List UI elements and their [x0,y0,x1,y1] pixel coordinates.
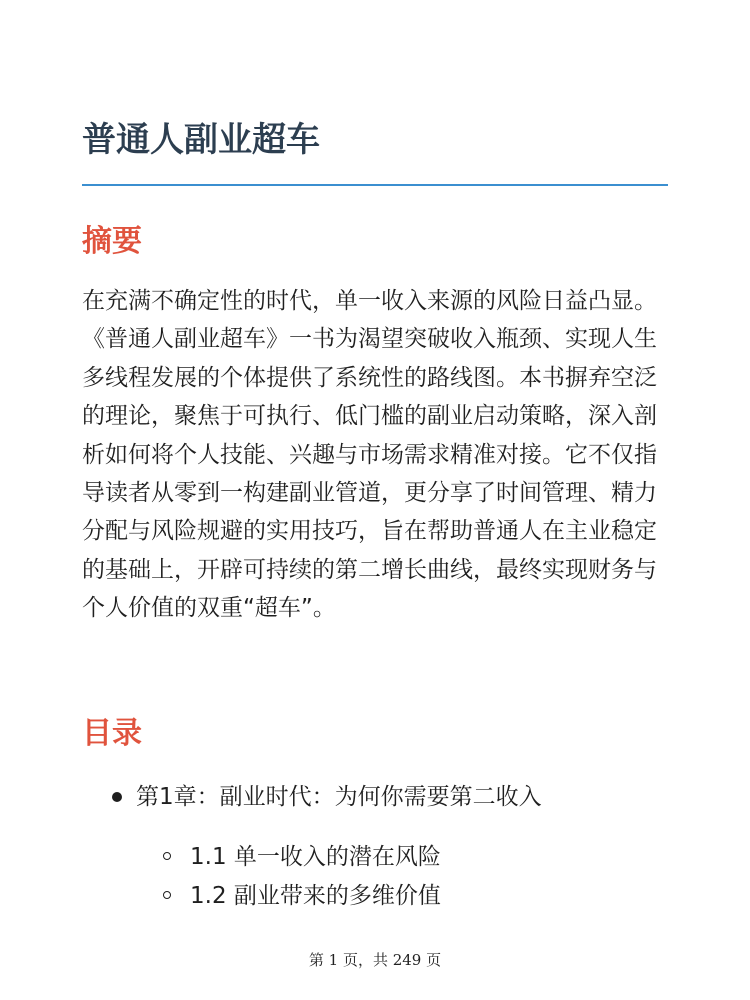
toc-chapter-label: 第1章：副业时代：为何你需要第二收入 [136,784,542,810]
toc-section-label: 1.1 单一收入的潜在风险 [190,844,441,870]
page-number-footer: 第 1 页，共 249 页 [308,951,442,969]
toc-section-1-2 [82,877,668,916]
summary-paragraph: 在充满不确定性的时代，单一收入来源的风险日益凸显。《普通人副业超车》一书为渴望突破收入瓶颈、实现人生多线程发展的个体提供了系统性的路线图。本书摒弃空泛的理论，聚焦于可执行、低门槛的副业启动策略，深入剖析如何将个人技能、兴趣与市场需求精准对接。它不仅指导读者从零到一构建副业管道，更分享了时间管理、精力分配与风险规避的实用技巧，旨在帮助普通人在主业稳定的基础上，开辟可持续的第二增长曲线，最终实现财务与个人价值的双重“超车”。 [82,288,657,622]
bullet-circle-icon [163,891,171,899]
toc-chapter-1 [82,778,668,916]
toc-list [82,778,668,916]
document-page [82,0,668,1000]
toc-section-label: 1.2 副业带来的多维价值 [190,883,441,909]
summary-heading: 摘要 [82,224,142,259]
toc-heading: 目录 [82,716,142,751]
bullet-circle-icon [163,852,171,860]
toc-section-1-1 [82,838,668,877]
title-divider [82,184,668,186]
toc-section-list [136,838,668,916]
book-title: 普通人副业超车 [82,120,320,160]
bullet-disc-icon [112,792,122,802]
